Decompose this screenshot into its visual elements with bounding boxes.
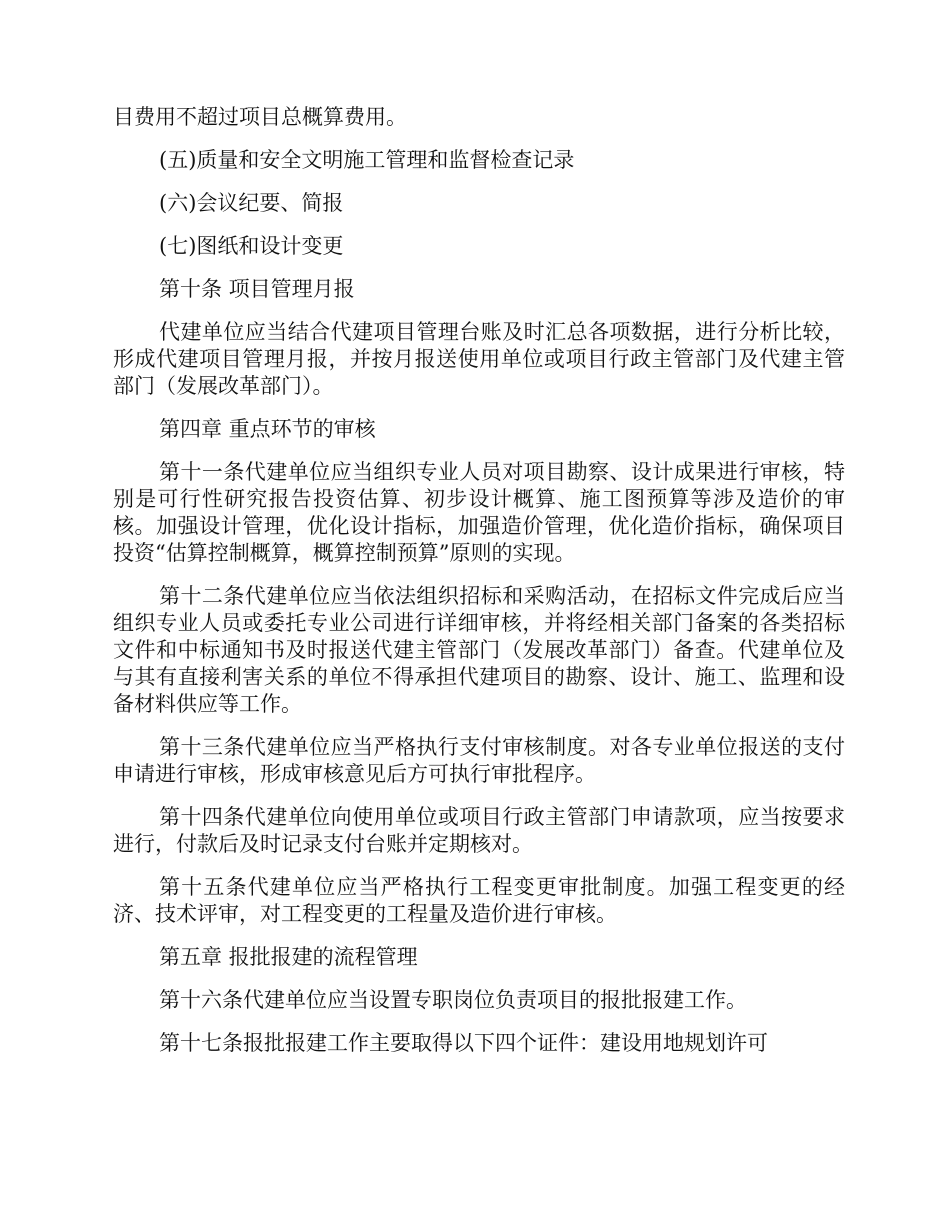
paragraph: 目费用不超过项目总概算费用。 (113, 105, 407, 129)
article-paragraph: 第十五条代建单位应当严格执行工程变更审批制度。加强工程变更的经济、技术评审，对工程变更的工程量及造价进行审核。 (113, 875, 845, 926)
article-paragraph: 第十一条代建单位应当组织专业人员对项目勘察、设计成果进行审核，特别是可行性研究报告投资估算、初步设计概算、施工图预算等涉及造价的审核。加强设计管理，优化设计指标，加强造价管理，优化造价指标，确保项目投资“估算控制概算，概算控制预算”原则的实现。 (113, 460, 845, 565)
chapter-heading: 第五章 报批报建的流程管理 (159, 945, 418, 969)
article-paragraph: 第十六条代建单位应当设置专职岗位负责项目的报批报建工作。 (159, 988, 747, 1012)
document-body (113, 104, 845, 1073)
chapter-heading: 第四章 重点环节的审核 (159, 417, 376, 441)
article-paragraph: 第十三条代建单位应当严格执行支付审核制度。对各专业单位报送的支付申请进行审核，形成审核意见后方可执行审批程序。 (113, 735, 845, 786)
list-item-seven: (七)图纸和设计变更 (159, 234, 344, 258)
article-paragraph: 第十四条代建单位向使用单位或项目行政主管部门申请款项，应当按要求进行，付款后及时记录支付台账并定期核对。 (113, 805, 845, 856)
list-item-six: (六)会议纪要、简报 (159, 191, 344, 215)
list-item-five: (五)质量和安全文明施工管理和监督检查记录 (159, 148, 575, 172)
article-paragraph: 第十七条报批报建工作主要取得以下四个证件：建设用地规划许可 (159, 1031, 768, 1055)
article-paragraph: 第十二条代建单位应当依法组织招标和采购活动，在招标文件完成后应当组织专业人员或委托专业公司进行详细审核，并将经相关部门备案的各类招标文件和中标通知书及时报送代建主管部门（发展改革部门）备查。代建单位及与其有直接利害关系的单位不得承担代建项目的勘察、设计、施工、监理和设备材料供应等工作。 (113, 584, 845, 716)
paragraph: 代建单位应当结合代建项目管理台账及时汇总各项数据，进行分析比较，形成代建项目管理月报，并按月报送使用单位或项目行政主管部门及代建主管部门（发展改革部门）。 (113, 320, 845, 398)
article-heading: 第十条 项目管理月报 (159, 277, 355, 301)
